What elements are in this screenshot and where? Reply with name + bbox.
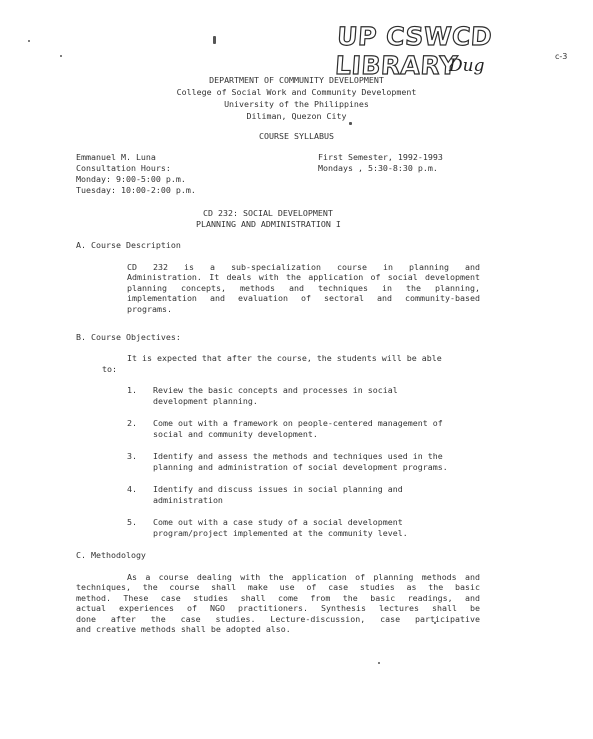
objective-text: planning and administration of social development programs. [153, 462, 448, 472]
course-description [127, 262, 480, 314]
methodology-line: and creative methods shall be adopted also. [76, 624, 291, 635]
section-a-heading: A. Course Description [76, 240, 181, 250]
course-title-line1: CD 232: SOCIAL DEVELOPMENT [203, 208, 333, 218]
objective-number: 3. [127, 451, 137, 461]
objective-text: Identify and discuss issues in social planning and [153, 484, 403, 494]
location: Diliman, Quezon City [246, 111, 347, 121]
semester: First Semester, 1992-1993 [318, 152, 443, 162]
methodology-text [76, 572, 480, 634]
course-syllabus-label: COURSE SYLLABUS [259, 131, 334, 141]
objective-number: 2. [127, 418, 137, 428]
speck [60, 55, 62, 57]
speck [349, 122, 352, 125]
course-description-line: programs. [127, 303, 172, 314]
objective-number: 5. [127, 517, 137, 527]
department-name: DEPARTMENT OF COMMUNITY DEVELOPMENT [209, 75, 384, 85]
handwritten-note: Dug [449, 56, 485, 76]
consultation-hours-tuesday: Tuesday: 10:00-2:00 p.m. [76, 185, 196, 195]
consultation-hours-monday: Monday: 9:00-5:00 p.m. [76, 174, 186, 184]
methodology-line: techniques, the course shall make use of case studies as the basic [76, 582, 480, 593]
objective-number: 1. [127, 385, 137, 395]
objectives-intro-end: to: [102, 364, 117, 374]
instructor-name: Emmanuel M. Luna [76, 152, 156, 162]
objective-text: Identify and assess the methods and techniques used in the [153, 451, 443, 461]
course-description-line: Administration. It deals with the application of social development [127, 272, 480, 283]
speck [28, 40, 30, 42]
methodology-line: As a course dealing with the application of planning methods and [127, 572, 480, 582]
objective-text: administration [153, 495, 223, 505]
college-name: College of Social Work and Community Development [176, 87, 417, 97]
objectives-intro: It is expected that after the course, the students will be able [127, 353, 442, 363]
methodology-line: actual experiences of NGO practitioners. Synthesis lectures shall be [76, 603, 480, 614]
methodology-line: done after the case studies. Lecture-discussion, case participative [76, 613, 480, 624]
objective-number: 4. [127, 484, 137, 494]
class-schedule: Mondays , 5:30-8:30 p.m. [318, 163, 438, 173]
course-description-line: implementation and evaluation of sectoral and community-based [127, 293, 480, 304]
section-c-heading: C. Methodology [76, 550, 146, 560]
section-b-heading: B. Course Objectives: [76, 332, 181, 342]
objective-text: Review the basic concepts and processes in social [153, 385, 398, 395]
course-title-line2: PLANNING AND ADMINISTRATION I [196, 219, 341, 229]
course-description-line: planning concepts, methods and techniques in the planning, [127, 282, 480, 293]
library-stamp: UP CSWCD LIBRARY [334, 22, 494, 80]
course-description-line: CD 232 is a sub-specialization course in planning and [127, 262, 480, 272]
objective-text: Come out with a case study of a social development [153, 517, 403, 527]
objective-text: development planning. [153, 396, 258, 406]
objective-text: program/project implemented at the community level. [153, 528, 408, 538]
university-name: University of the Philippines [224, 99, 369, 109]
methodology-line: method. These case studies shall come from the basic readings, and [76, 592, 480, 603]
speck [378, 662, 380, 664]
consultation-hours-label: Consultation Hours: [76, 163, 171, 173]
stamp-code: c-3 [555, 52, 568, 61]
objective-text: Come out with a framework on people-centered management of [153, 418, 443, 428]
objective-text: social and community development. [153, 429, 318, 439]
speck [213, 36, 216, 44]
